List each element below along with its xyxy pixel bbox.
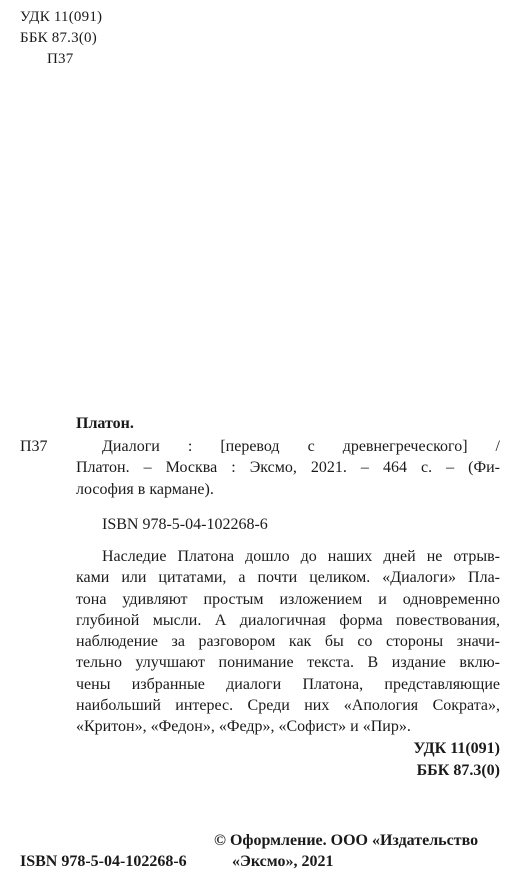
annotation-line: «Критон», «Федон», «Федр», «Софист» и «Пир». bbox=[76, 718, 411, 736]
entry-description bbox=[76, 436, 500, 500]
annotation-line: тельно улучшают понимание текста. В издание вклю- bbox=[76, 654, 500, 672]
entry-description-line-2: Платон. – Москва : Эксмо, 2021. – 464 с. – (Фи- bbox=[76, 459, 500, 477]
imprint-isbn: ISBN 978-5-04-102268-6 bbox=[20, 853, 187, 870]
entry-side-mark: П37 bbox=[20, 438, 48, 455]
copyright-line-1: © Оформление. ООО «Издательство bbox=[214, 832, 479, 849]
udk-code-top: УДК 11(091) bbox=[20, 9, 103, 25]
author-mark-top: П37 bbox=[47, 51, 74, 67]
entry-description-line-3: лософия в кармане). bbox=[76, 480, 214, 498]
annotation-line: тона удивляют простым изложением и одновременно bbox=[76, 590, 500, 608]
annotation-line: Наследие Платона дошло до наших дней не отрыв- bbox=[102, 548, 500, 565]
annotation-line: наибольший интерес. Среди них «Апология Сократа», bbox=[76, 697, 500, 715]
annotation-line: чены избранные диалоги Платона, представляющие bbox=[76, 675, 500, 693]
copyright-line-2: «Эксмо», 2021 bbox=[232, 853, 334, 870]
entry-author: Платон. bbox=[76, 415, 134, 432]
entry-description-line-1: Диалоги : [перевод с древнегреческого] / bbox=[102, 438, 500, 455]
udk-code-bottom: УДК 11(091) bbox=[413, 740, 500, 757]
annotation-line: наблюдение за разговором как бы со стороны значи- bbox=[76, 633, 500, 651]
bbk-code-bottom: ББК 87.3(0) bbox=[416, 762, 500, 779]
annotation-line: ками или цитатами, а почти целиком. «Диалоги» Пла- bbox=[76, 569, 500, 587]
annotation bbox=[76, 546, 500, 738]
bbk-code-top: ББК 87.3(0) bbox=[20, 30, 97, 46]
annotation-line: глубиной мысли. А диалогичная форма повествования, bbox=[76, 611, 500, 629]
entry-isbn: ISBN 978-5-04-102268-6 bbox=[102, 516, 268, 533]
